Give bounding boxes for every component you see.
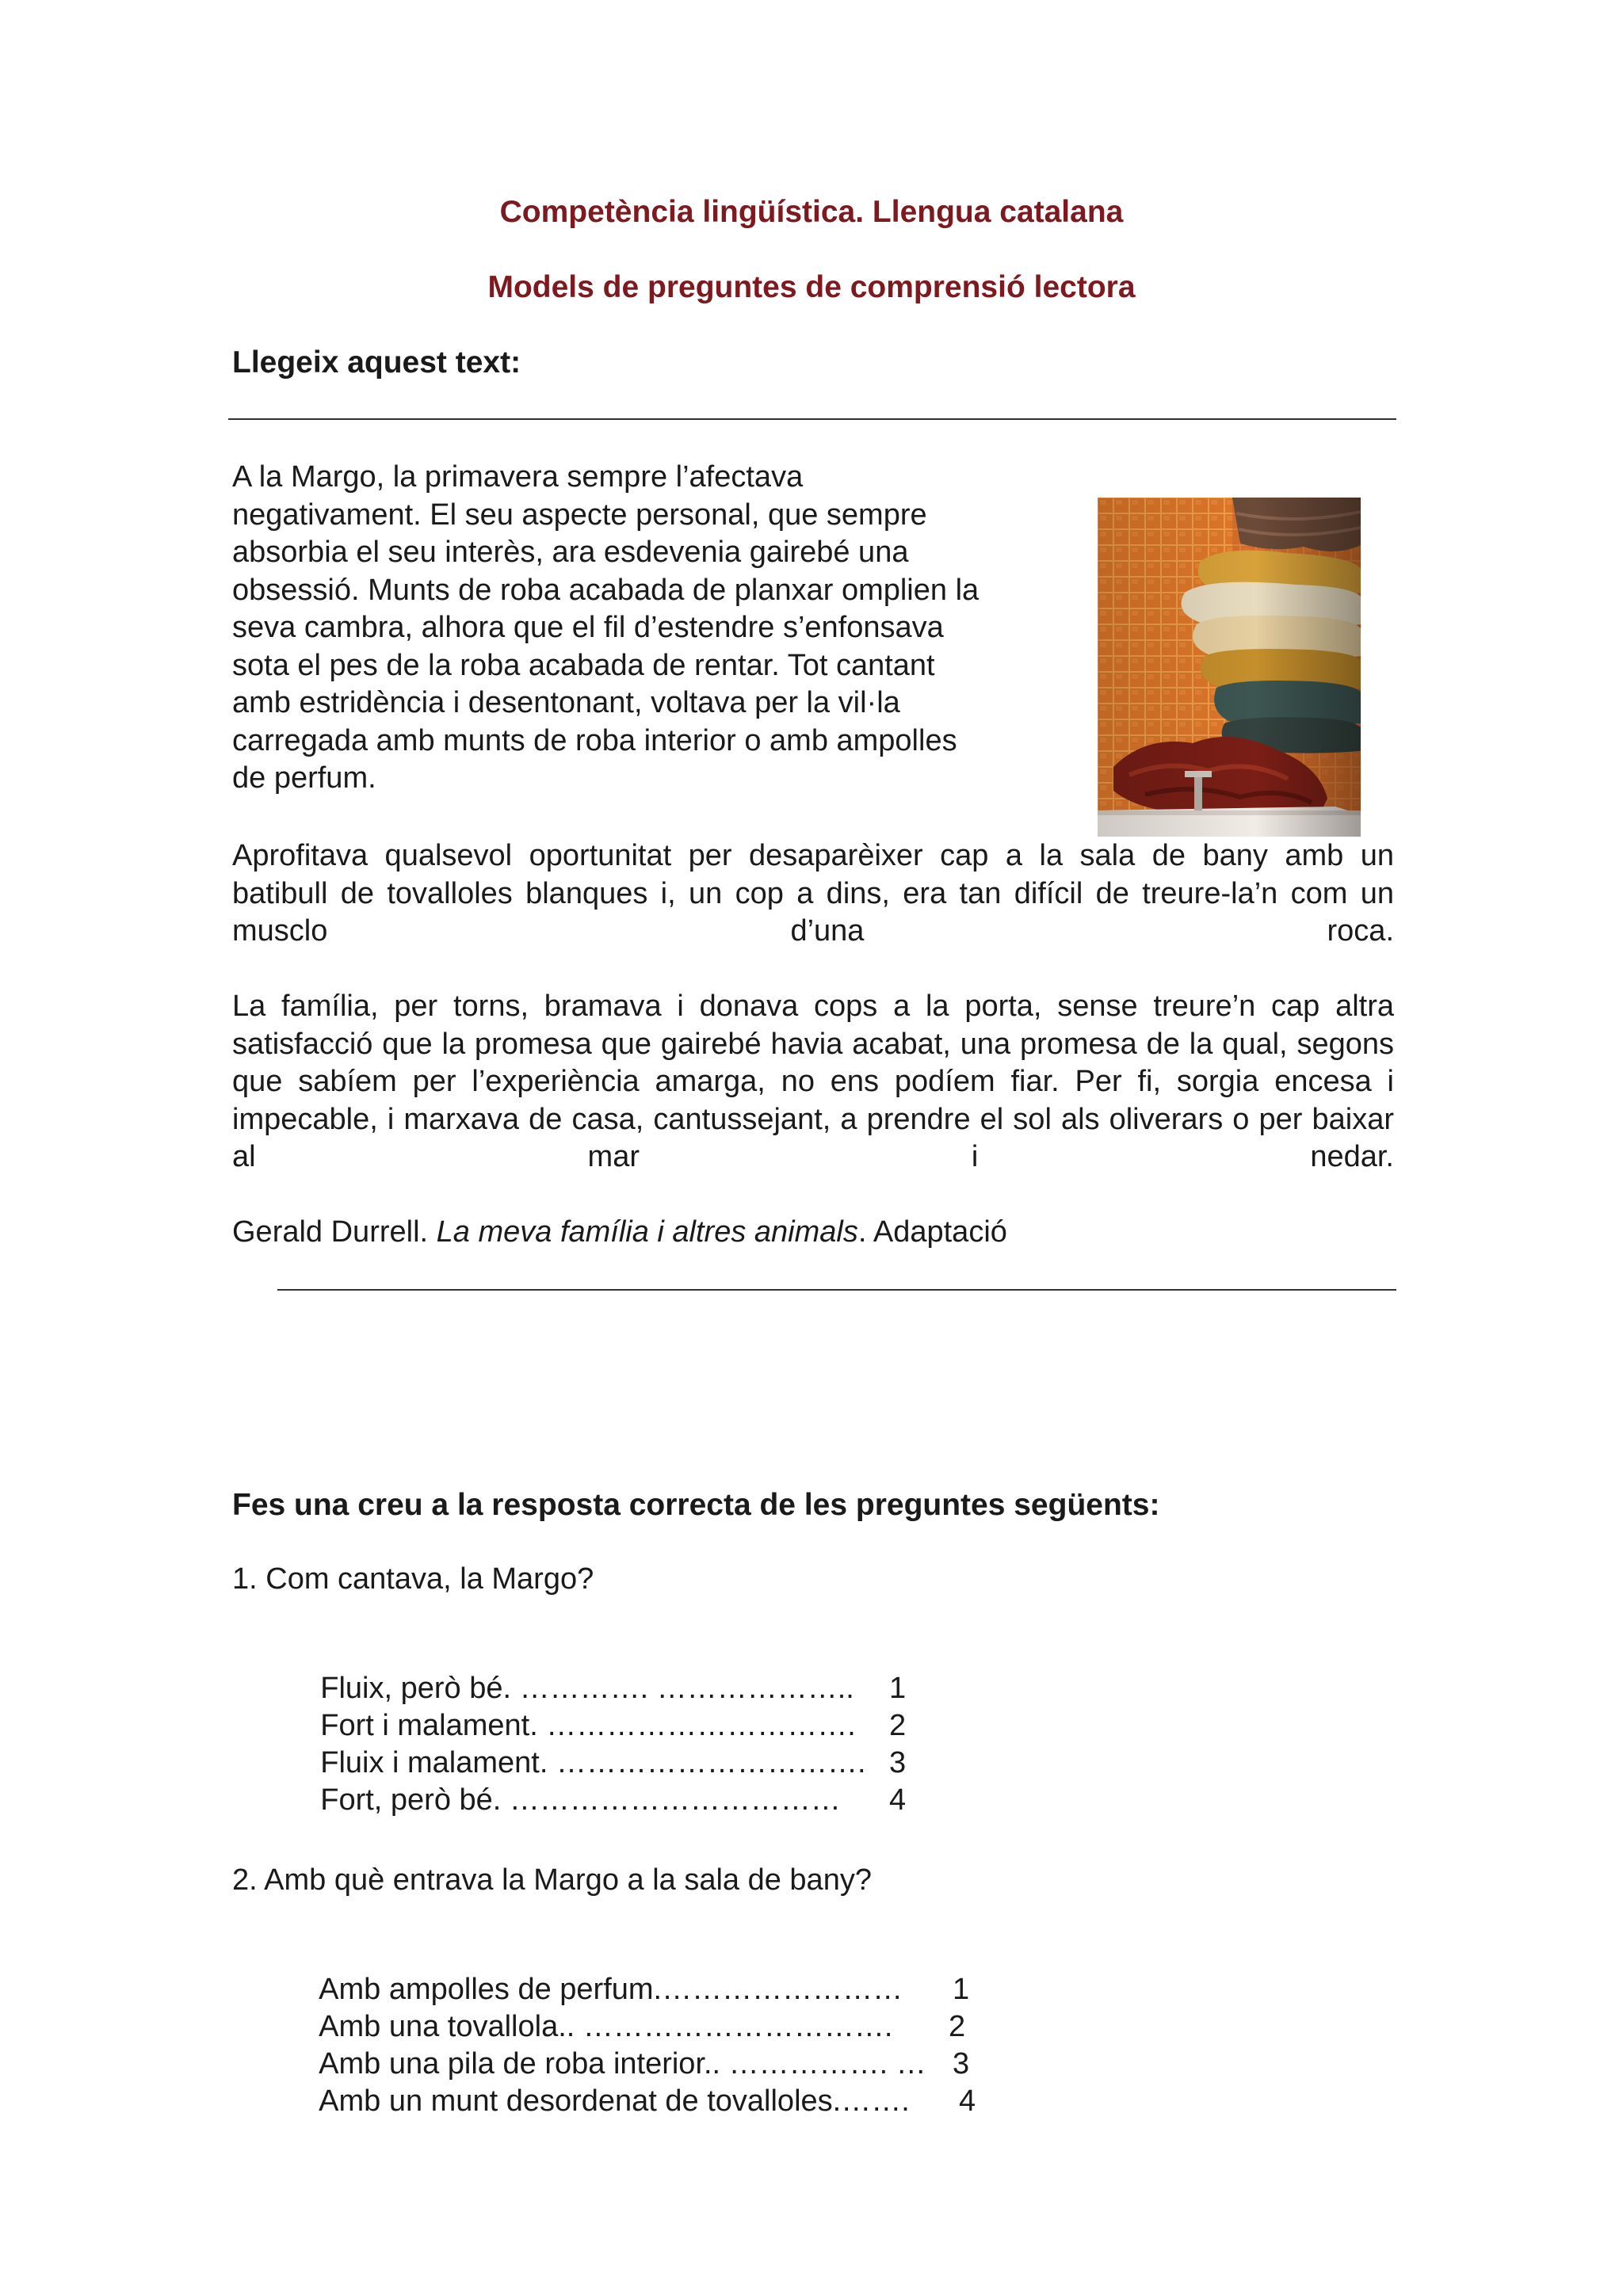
- paragraph-1-line: sota el pes de la roba acabada de rentar. Tot cantant: [232, 648, 935, 682]
- paragraph-1-line: de perfum.: [232, 761, 376, 795]
- option-text: Amb un munt desordenat de tovalloles.…….: [319, 2084, 910, 2118]
- paragraph-1-line: obsessió. Munts de roba acabada de planxar omplien la: [232, 573, 980, 607]
- paragraph-3: La família, per torns, bramava i donava cops a la porta, sense treure’n cap altra satisfacció que la promesa que gairebé havia acabat, una promesa de la qual, segons que sabíem per l’experiència amarga, no ens podíem fiar. Per fi, sorgia encesa i impecable, i marxava de casa, cantussejant, a prendre el sol als oliverars o per baixar al mar i nedar.: [232, 990, 1394, 1173]
- option-number: 1: [953, 1973, 970, 2006]
- source-suffix: . Adaptació: [857, 1215, 1007, 1249]
- option-text: Fluix i malament. ………………………….: [320, 1746, 866, 1779]
- option-text: Fort, però bé. ……………………………: [320, 1783, 841, 1817]
- paragraph-1-line: A la Margo, la primavera sempre l’afectava: [232, 460, 804, 494]
- option-number: 2: [949, 2010, 966, 2043]
- source-author: Gerald Durrell.: [232, 1215, 437, 1249]
- option-number: 3: [889, 1746, 907, 1779]
- question-1: 1. Com cantava, la Margo?: [232, 1562, 594, 1596]
- paragraph-2: Aprofitava qualsevol oportunitat per desaparèixer cap a la sala de bany amb un batibull de tovalloles blanques i, un cop a dins, era tan difícil de treure-la’n com un musclo d’una roca.: [232, 839, 1394, 948]
- paragraph-1-line: amb estridència i desentonant, voltava per la vil·la: [232, 686, 900, 719]
- source-title: La meva família i altres animals: [436, 1215, 858, 1249]
- question-2: 2. Amb què entrava la Margo a la sala de bany?: [232, 1863, 872, 1897]
- option-number: 1: [889, 1672, 907, 1705]
- page-title: Competència lingüística. Llengua catalana: [499, 195, 1124, 229]
- paragraph-1-line: seva cambra, alhora que el fil d’estendre s’enfonsava: [232, 611, 944, 644]
- instructions: Fes una creu a la resposta correcta de les preguntes següents:: [232, 1488, 1160, 1522]
- option-text: Amb una tovallola.. ………………………….: [319, 2010, 893, 2043]
- paragraph-1-line: negativament. El seu aspecte personal, que sempre: [232, 498, 927, 532]
- top-divider: [228, 418, 1396, 420]
- option-number: 4: [959, 2084, 976, 2118]
- q1-option-4[interactable]: [287, 1749, 907, 1852]
- option-text: Fluix, però bé. …………. ………………..: [320, 1672, 854, 1705]
- intro-label: Llegeix aquest text:: [232, 345, 521, 379]
- towels-photo: [1098, 498, 1361, 837]
- source-citation: [232, 1214, 1394, 1252]
- bottom-divider: [277, 1289, 1396, 1291]
- option-number: 4: [889, 1783, 907, 1817]
- paragraph-1-line: carregada amb munts de roba interior o amb ampolles: [232, 723, 957, 757]
- option-text: Fort i malament. ………………………….: [320, 1709, 856, 1742]
- page-subtitle: Models de preguntes de comprensió lectora: [487, 270, 1136, 304]
- option-number: 3: [953, 2047, 970, 2081]
- q2-option-4[interactable]: [287, 2050, 976, 2153]
- option-number: 2: [889, 1709, 907, 1742]
- paragraph-1-line: absorbia el seu interès, ara esdevenia gairebé una: [232, 536, 909, 569]
- paragraph-1: [232, 459, 1088, 798]
- option-text: Amb una pila de roba interior.. ……………. …: [319, 2047, 926, 2081]
- option-text: Amb ampolles de perfum.……………………: [319, 1973, 903, 2006]
